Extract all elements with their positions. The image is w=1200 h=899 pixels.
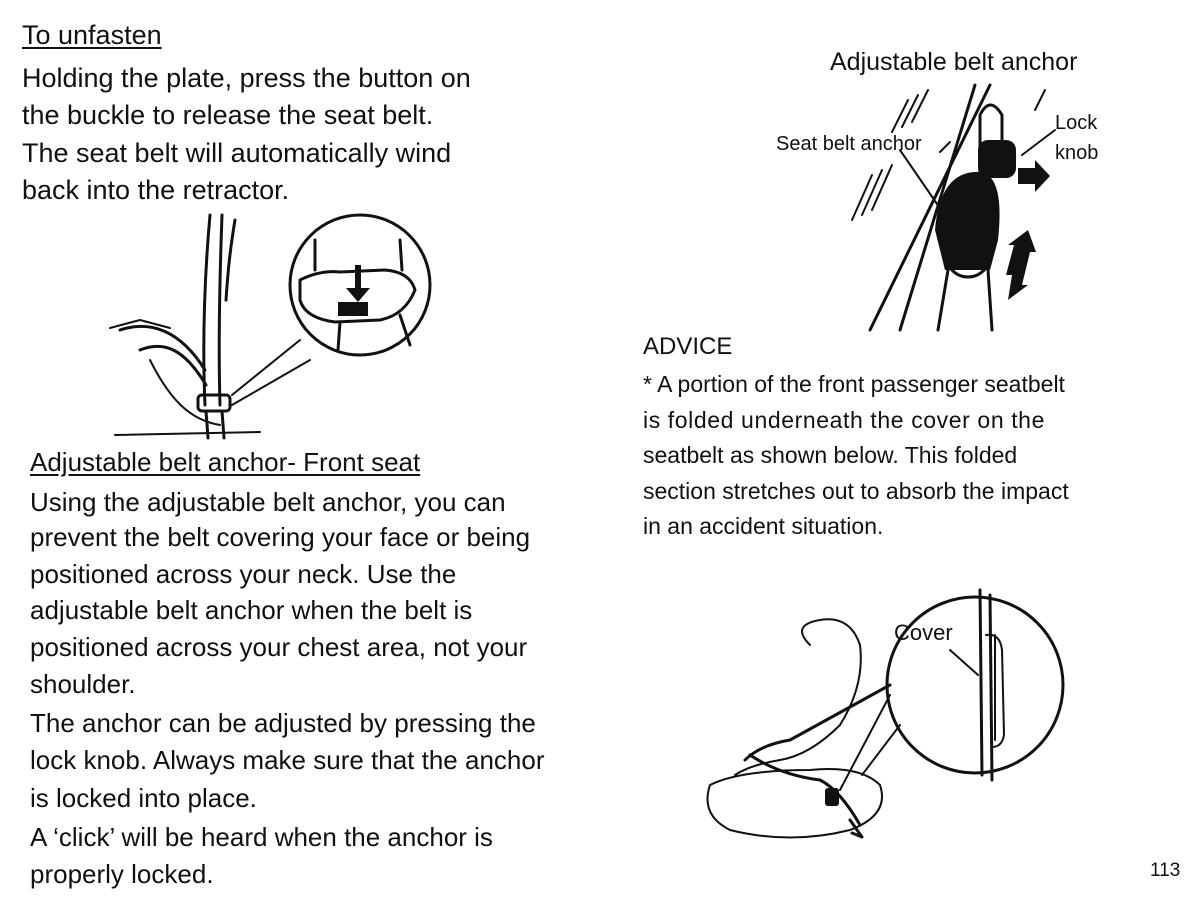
buckle-release-illustration — [110, 210, 440, 440]
anchor-line: positioned across your neck. Use the — [30, 559, 457, 589]
anchor-line: shoulder. — [30, 669, 136, 699]
page-number: 113 — [1150, 860, 1181, 881]
unfasten-line: the buckle to release the seat belt. — [22, 100, 434, 130]
anchor-line: The anchor can be adjusted by pressing the — [30, 708, 536, 738]
anchor-line: adjustable belt anchor when the belt is — [30, 595, 473, 625]
knob-label: knob — [1055, 142, 1099, 164]
seat-belt-anchor-label: Seat belt anchor — [776, 133, 922, 155]
anchor-line: is locked into place. — [30, 783, 257, 813]
cover-label: Cover — [894, 620, 953, 645]
advice-line: seatbelt as shown below. This folded — [643, 442, 1018, 468]
unfasten-line: The seat belt will automatically wind — [22, 138, 452, 168]
advice-line: * A portion of the front passenger seatbelt — [643, 371, 1065, 397]
anchor-line: Using the adjustable belt anchor, you can — [30, 487, 506, 517]
advice-heading: ADVICE — [643, 333, 733, 360]
anchor-line: prevent the belt covering your face or being — [30, 522, 531, 552]
anchor-section-heading: Adjustable belt anchor- Front seat — [30, 447, 421, 477]
anchor-line: properly locked. — [30, 859, 214, 889]
anchor-figure-title: Adjustable belt anchor — [830, 48, 1078, 76]
advice-line: in an accident situation. — [643, 513, 884, 539]
advice-line: is folded underneath the cover on the — [643, 407, 1045, 433]
anchor-line: A ‘click’ will be heard when the anchor is — [30, 822, 493, 852]
lock-label: Lock — [1055, 112, 1098, 134]
unfasten-heading: To unfasten — [22, 20, 162, 50]
adjustable-anchor-illustration — [830, 80, 1060, 335]
anchor-line: positioned across your chest area, not your — [30, 632, 528, 662]
unfasten-line: back into the retractor. — [22, 175, 290, 205]
advice-line: section stretches out to absorb the impact — [643, 478, 1069, 504]
anchor-line: lock knob. Always make sure that the anchor — [30, 745, 545, 775]
unfasten-line: Holding the plate, press the button on — [22, 63, 471, 93]
seatbelt-cover-illustration — [690, 575, 1070, 845]
